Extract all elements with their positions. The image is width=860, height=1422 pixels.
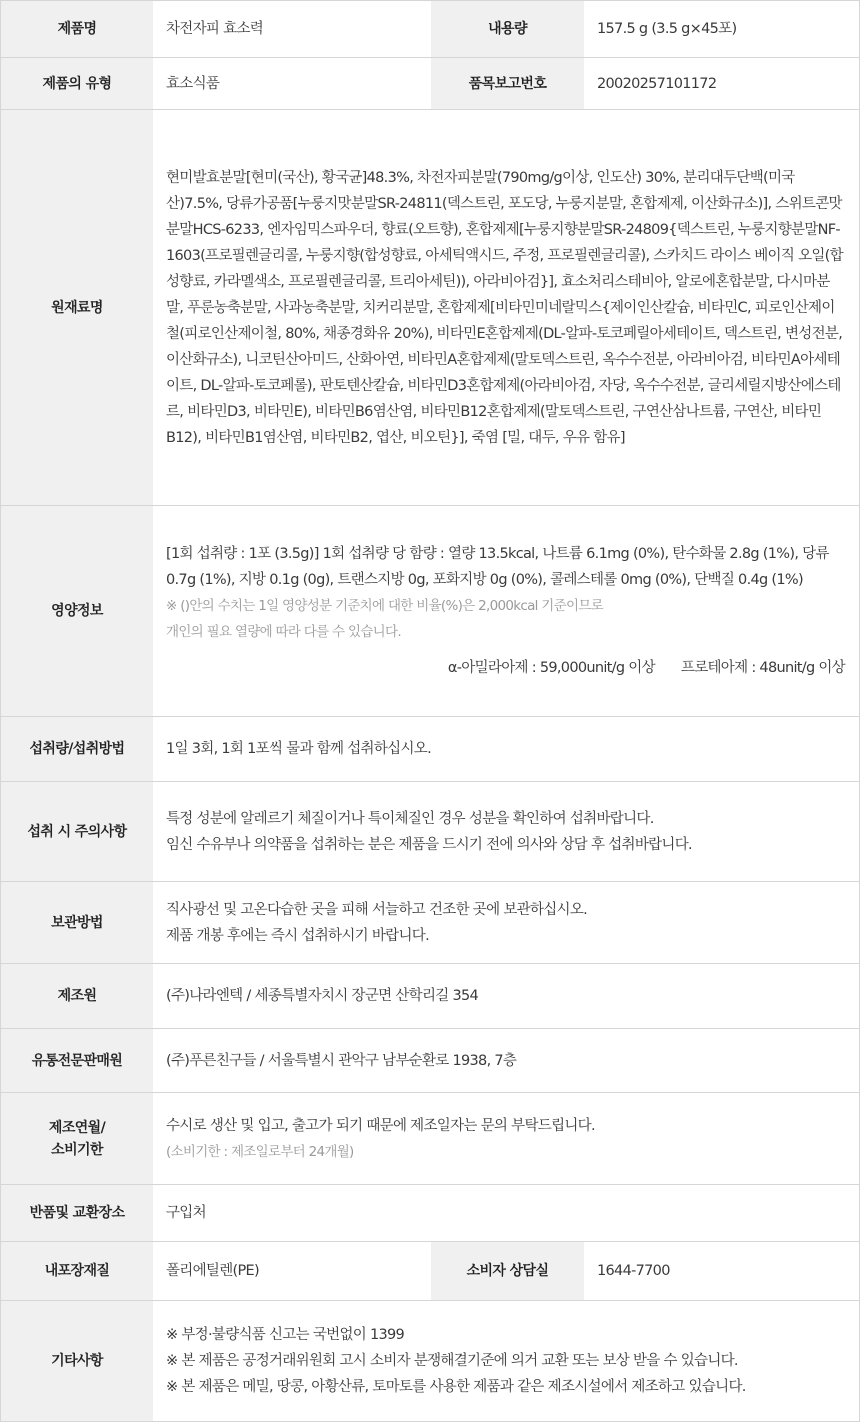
row-packaging xyxy=(1,1242,859,1301)
value-report-number: 20020257101172 xyxy=(584,58,859,109)
row-product-type xyxy=(1,58,859,110)
protease-value: 프로테아제 : 48unit/g 이상 xyxy=(680,660,845,676)
value-intake: 1일 3회, 1회 1포씩 물과 함께 섭취하십시오. xyxy=(153,717,859,781)
label-volume: 내용량 xyxy=(431,1,584,57)
caution-line1: 특정 성분에 알레르기 체질이거나 특이체질인 경우 성분을 확인하여 섭취바랍니다. xyxy=(166,810,654,827)
row-manufacturer xyxy=(1,964,859,1029)
label-manufacturer: 제조원 xyxy=(1,964,153,1028)
label-product-name: 제품명 xyxy=(1,1,153,57)
row-caution xyxy=(1,782,859,882)
row-date xyxy=(1,1093,859,1185)
label-date xyxy=(1,1093,153,1184)
etc-cell xyxy=(153,1301,859,1421)
label-intake: 섭취량/섭취방법 xyxy=(1,717,153,781)
date-cell xyxy=(153,1093,859,1184)
nutrition-note-line1: ※ ()안의 수치는 1일 영양성분 기준치에 대한 비율(%)은 2,000kcal 기준이므로 xyxy=(166,598,604,614)
row-return xyxy=(1,1185,859,1242)
value-nutrition: [1회 섭취량 : 1포 (3.5g)] 1회 섭취량 당 함량 : 열량 13.5kcal, 나트륨 6.1mg (0%), 탄수화물 2.8g (1%), 당류 0.7g (1%), 지방 0.1g (0g), 트랜스지방 0g, 포화지방 0g (0%), 콜레스테롤 0mg (0%), 단백질 0.4g (1%) xyxy=(166,546,829,588)
row-distributor xyxy=(1,1029,859,1093)
etc-line1: ※ 부정·불량식품 신고는 국번없이 1399 xyxy=(166,1327,405,1343)
label-packaging: 내포장재질 xyxy=(1,1242,153,1300)
value-consumer-center: 1644-7700 xyxy=(584,1242,859,1300)
label-caution: 섭취 시 주의사항 xyxy=(1,782,153,881)
value-product-name: 차전자피 효소력 xyxy=(153,1,431,57)
value-product-type: 효소식품 xyxy=(153,58,431,109)
value-packaging: 폴리에틸렌(PE) xyxy=(153,1242,431,1300)
row-nutrition xyxy=(1,506,859,717)
nutrition-cell xyxy=(153,506,859,716)
nutrition-note-line2: 개인의 필요 열량에 따라 다를 수 있습니다. xyxy=(166,624,401,640)
label-product-type: 제품의 유형 xyxy=(1,58,153,109)
label-etc: 기타사항 xyxy=(1,1301,153,1421)
etc-line3: ※ 본 제품은 메밀, 땅콩, 아황산류, 토마토를 사용한 제품과 같은 제조시설에서 제조하고 있습니다. xyxy=(166,1379,746,1395)
label-distributor: 유통전문판매원 xyxy=(1,1029,153,1092)
row-storage xyxy=(1,882,859,964)
row-ingredients xyxy=(1,110,859,506)
label-date-line1: 제조연월/ xyxy=(48,1119,106,1136)
amylase-value: α-아밀라아제 : 59,000unit/g 이상 xyxy=(447,660,655,676)
date-line1: 수시로 생산 및 입고, 출고가 되기 때문에 제조일자는 문의 부탁드립니다. xyxy=(166,1117,595,1134)
value-return: 구입처 xyxy=(153,1185,859,1241)
caution-line2: 임신 수유부나 의약품을 섭취하는 분은 제품을 드시기 전에 의사와 상담 후 섭취바랍니다. xyxy=(166,836,692,853)
label-date-line2: 소비기한 xyxy=(51,1141,103,1158)
label-nutrition: 영양정보 xyxy=(1,506,153,716)
row-intake xyxy=(1,717,859,782)
enzyme-values xyxy=(166,655,845,681)
value-manufacturer: (주)나라엔텍 / 세종특별자치시 장군면 산학리길 354 xyxy=(153,964,859,1028)
storage-cell xyxy=(153,882,859,963)
caution-cell xyxy=(153,782,859,881)
value-distributor: (주)푸른친구들 / 서울특별시 관악구 남부순환로 1938, 7층 xyxy=(153,1029,859,1092)
label-storage: 보관방법 xyxy=(1,882,153,963)
row-etc xyxy=(1,1301,859,1421)
storage-line1: 직사광선 및 고온다습한 곳을 피해 서늘하고 건조한 곳에 보관하십시오. xyxy=(166,901,588,918)
label-consumer-center: 소비자 상담실 xyxy=(431,1242,584,1300)
label-ingredients: 원재료명 xyxy=(1,110,153,505)
ingredients-cell xyxy=(153,110,859,505)
date-line2: (소비기한 : 제조일로부터 24개월) xyxy=(166,1143,354,1160)
label-return: 반품및 교환장소 xyxy=(1,1185,153,1241)
etc-line2: ※ 본 제품은 공정거래위원회 고시 소비자 분쟁해결기준에 의거 교환 또는 보상 받을 수 있습니다. xyxy=(166,1353,738,1369)
storage-line2: 제품 개봉 후에는 즉시 섭취하시기 바랍니다. xyxy=(166,927,429,944)
value-volume: 157.5 g (3.5 g×45포) xyxy=(584,1,859,57)
value-ingredients: 현미발효분말[현미(국산), 황국균]48.3%, 차전자피분말(790mg/g이상, 인도산) 30%, 분리대두단백(미국산)7.5%, 당류가공품[누룽지맛분말SR-24811(덱스트린, 포도당, 누룽지분말, 혼합제제, 이산화규소)], 스위트콘맛분말HCS-6233, 엔자임믹스파우더, 향료(오트향), 혼합제제[누룽지향분말SR-24809{덱스트린, 누룽지향분말NF-1603(프로필렌글리콜, 누룽지향(합성향료, 아세틱액시드, 주정, 프로필렌글리콜), 스카치드 라이스 베이직 오일(합성향료, 카라멜색소, 프로필렌글리콜, 트리아세틴)), 아라비아검}], 효소처리스테비아, 알로에혼합분말, 다시마분말, 푸룬농축분말, 사과농축분말, 치커리분말, 혼합제제[비타민미네랄믹스{제이인산칼슘, 비타민C, 피로인산제이철(피로인산제이철, 80%, 채종경화유 20%), 비타민E혼합제제(DL-알파-토코페릴아세테이트, 덱스트린, 변성전분, 이산화규소), 니코틴산아미드, 산화아연, 비타민A혼합제제(말토덱스트린, 옥수수전분, 아라비아검, 비타민A아세테이트, DL-알파-토코페롤), 판토텐산칼슘, 비타민D3혼합제제(아라비아검, 자당, 옥수수전분, 글리세릴지방산에스테르, 비타민D3, 비타민E), 비타민B6염산염, 비타민B12혼합제제(말토덱스트린, 구연산삼나트륨, 구연산, 비타민B12), 비타민B1염산염, 비타민B2, 엽산, 비오틴}], 죽염 [밀, 대두, 우유 함유] xyxy=(166,169,843,446)
label-report-number: 품목보고번호 xyxy=(431,58,584,109)
row-product-name xyxy=(1,1,859,58)
